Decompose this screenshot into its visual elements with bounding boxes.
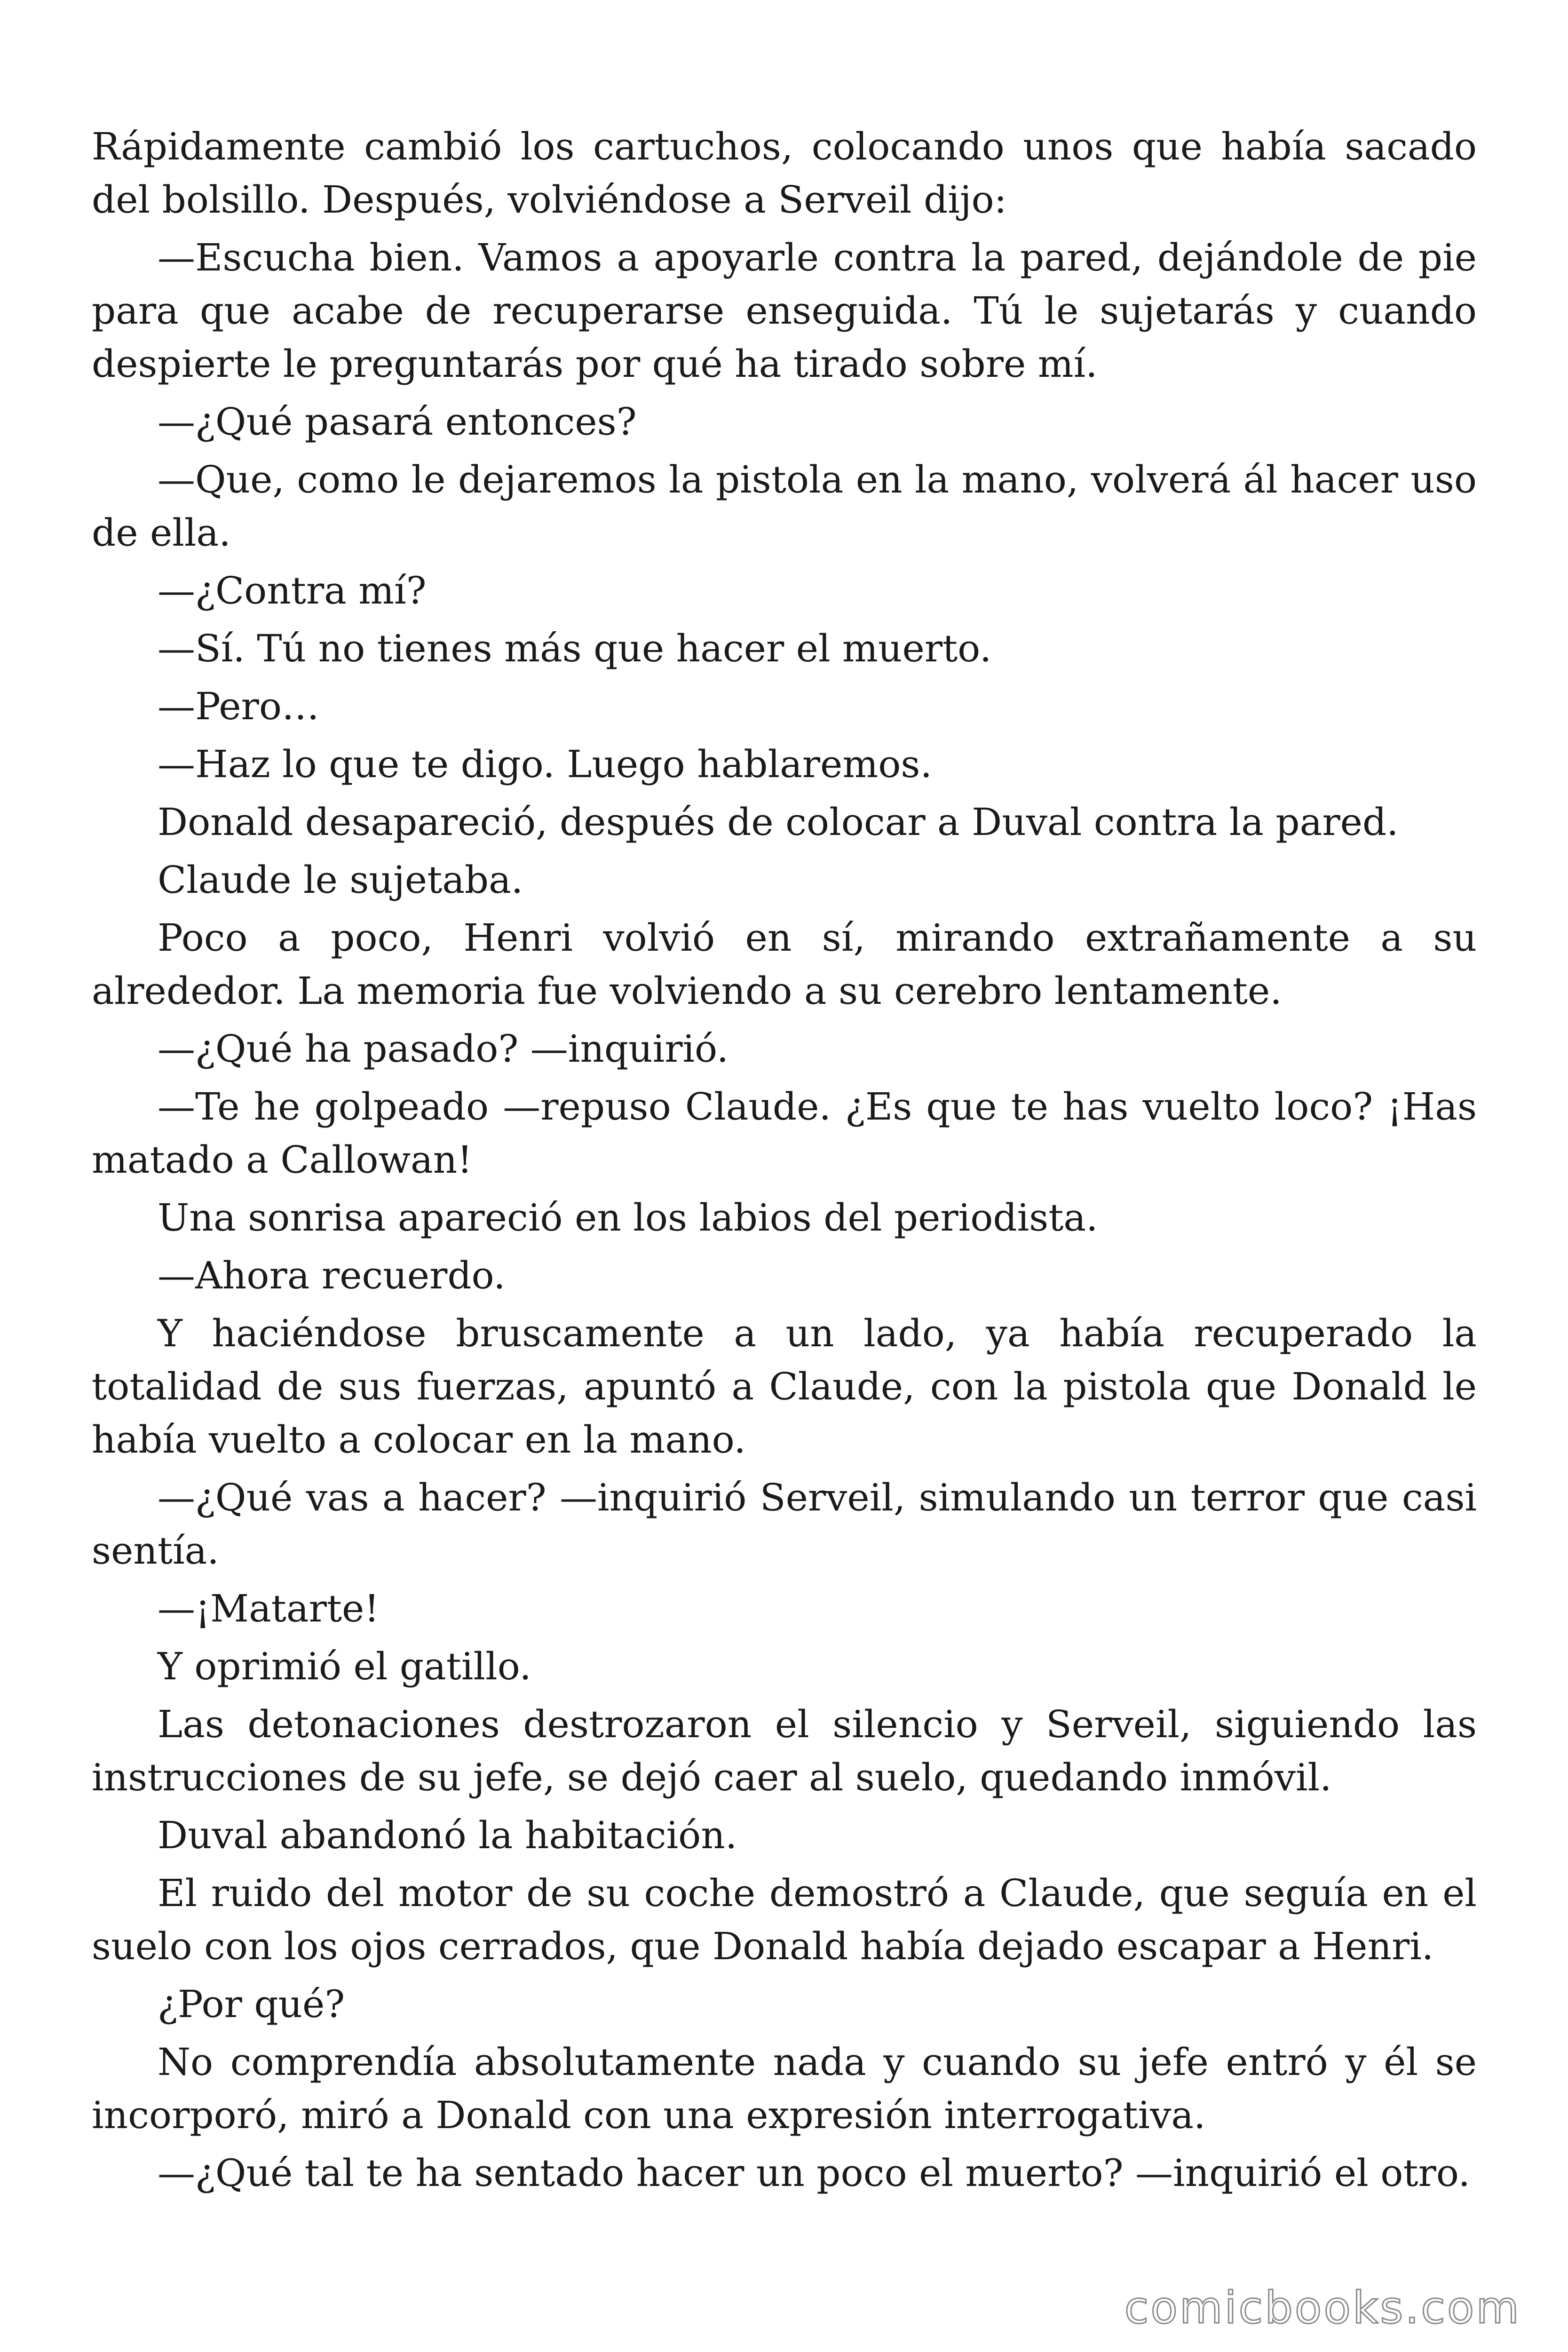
- paragraph: Una sonrisa apareció en los labios del periodista.: [158, 1196, 1098, 1240]
- paragraph: Donald desapareció, después de colocar a Duval contra la pared.: [158, 800, 1399, 844]
- paragraph: Las detonaciones destrozaron el silencio y Serveil, siguiendo las instrucciones de su jefe, se dejó caer al suelo, quedando inmóvil.: [92, 1702, 1477, 1799]
- paragraph: No comprendía absolutamente nada y cuando su jefe entró y él se incorporó, miró a Donald con una expresión interrogativa.: [92, 2040, 1477, 2137]
- paragraph: Y oprimió el gatillo.: [158, 1645, 531, 1688]
- paragraph: ¿Por qué?: [158, 1982, 345, 2026]
- paragraph: —Que, como le dejaremos la pistola en la mano, volverá ál hacer uso de ella.: [92, 458, 1477, 555]
- paragraph: Y haciéndose bruscamente a un lado, ya había recuperado la totalidad de sus fuerzas, apuntó a Claude, con la pistola que Donald le había vuelto a colocar en la mano.: [92, 1311, 1477, 1462]
- paragraph: —Pero…: [158, 684, 319, 728]
- paragraph: —Sí. Tú no tienes más que hacer el muerto.: [158, 627, 992, 670]
- paragraph: Claude le sujetaba.: [158, 858, 523, 902]
- book-page-text: [92, 120, 1477, 2204]
- paragraph: —¡Matarte!: [158, 1587, 380, 1630]
- paragraph: Poco a poco, Henri volvió en sí, mirando extrañamente a su alrededor. La memoria fue volviendo a su cerebro lentamente.: [92, 916, 1477, 1013]
- paragraph: —¿Contra mí?: [158, 569, 427, 612]
- paragraph: —Ahora recuerdo.: [158, 1254, 506, 1297]
- paragraph: —Te he golpeado —repuso Claude. ¿Es que te has vuelto loco? ¡Has matado a Callowan!: [92, 1085, 1477, 1182]
- paragraph: —Haz lo que te digo. Luego hablaremos.: [158, 742, 932, 786]
- watermark-text: comicbooks.com: [1124, 2282, 1521, 2334]
- paragraph: —Escucha bien. Vamos a apoyarle contra la pared, dejándole de pie para que acabe de recuperarse enseguida. Tú le sujetarás y cuando despierte le preguntarás por qué ha tirado sobre mí.: [92, 236, 1477, 386]
- paragraph: —¿Qué pasará entonces?: [158, 400, 637, 444]
- paragraph: Rápidamente cambió los cartuchos, colocando unos que había sacado del bolsillo. Después, volviéndose a Serveil dijo:: [92, 125, 1477, 222]
- paragraph: —¿Qué ha pasado? —inquirió.: [158, 1027, 729, 1071]
- paragraph: —¿Qué vas a hacer? —inquirió Serveil, simulando un terror que casi sentía.: [92, 1476, 1477, 1573]
- paragraph: —¿Qué tal te ha sentado hacer un poco el muerto? —inquirió el otro.: [158, 2151, 1470, 2195]
- paragraph: El ruido del motor de su coche demostró a Claude, que seguía en el suelo con los ojos cerrados, que Donald había dejado escapar a Henri.: [92, 1871, 1477, 1968]
- paragraph: Duval abandonó la habitación.: [158, 1813, 737, 1857]
